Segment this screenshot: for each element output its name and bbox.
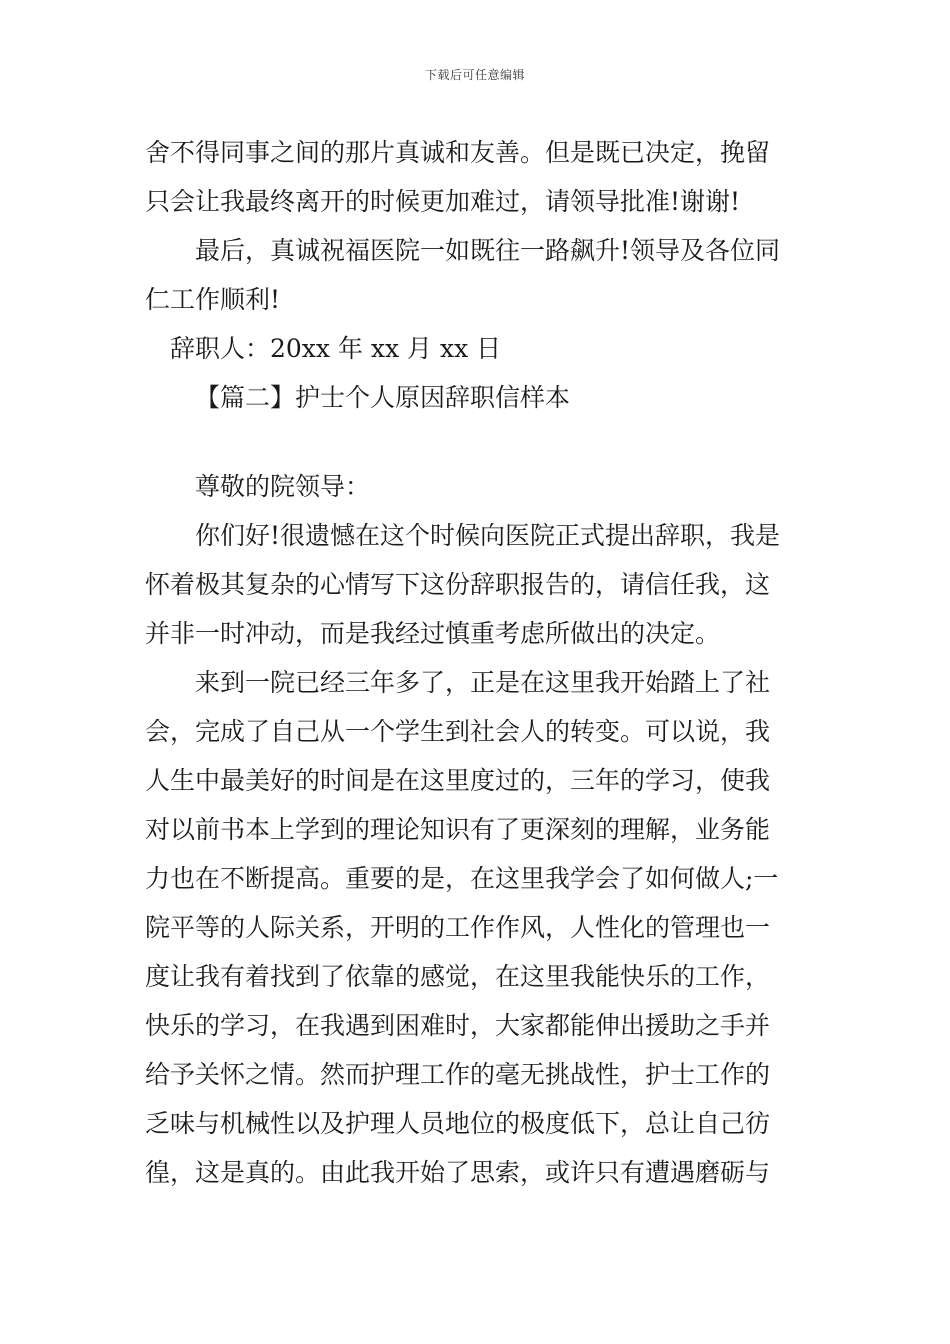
page-header-note: 下载后可任意编辑 (424, 68, 525, 82)
body-line: 力也在不断提高。重要的是，在这里我学会了如何做人;一 (145, 864, 779, 893)
body-line: 徨，这是真的。由此我开始了思索，或许只有遭遇磨砺与 (145, 1158, 771, 1187)
document-body (145, 128, 810, 1197)
salutation: 尊敬的院领导： (195, 472, 371, 501)
body-line: 你们好!很遗憾在这个时候向医院正式提出辞职，我是 (195, 521, 781, 550)
closing-paragraph-line: 最后，真诚祝福医院一如既往一路飙升!领导及各位同 (195, 236, 781, 265)
body-line: 舍不得同事之间的那片真诚和友善。但是既已决定，挽留 (145, 138, 771, 167)
closing-paragraph-line: 仁工作顺利! (145, 285, 281, 314)
body-line: 并非一时冲动，而是我经过慎重考虑所做出的决定。 (145, 619, 721, 648)
signature-line: 辞职人：20xx 年 xx 月 xx 日 (170, 334, 502, 363)
body-line: 院平等的人际关系，开明的工作作风，人性化的管理也一 (145, 913, 771, 942)
body-line: 乏味与机械性以及护理人员地位的极度低下，总让自己彷 (145, 1109, 771, 1138)
body-line: 度让我有着找到了依靠的感觉，在这里我能快乐的工作， (145, 962, 771, 991)
body-line: 只会让我最终离开的时候更加难过，请领导批准!谢谢! (145, 187, 741, 216)
section-heading: 【篇二】护士个人原因辞职信样本 (195, 383, 571, 412)
body-line: 来到一院已经三年多了，正是在这里我开始踏上了社 (195, 668, 771, 697)
body-line: 怀着极其复杂的心情写下这份辞职报告的，请信任我，这 (145, 570, 771, 599)
body-line: 快乐的学习，在我遇到困难时，大家都能伸出援助之手并 (145, 1011, 771, 1040)
body-line: 会，完成了自己从一个学生到社会人的转变。可以说，我 (145, 717, 771, 746)
body-line: 对以前书本上学到的理论知识有了更深刻的理解，业务能 (145, 815, 771, 844)
body-line: 人生中最美好的时间是在这里度过的，三年的学习，使我 (145, 766, 771, 795)
body-line: 给予关怀之情。然而护理工作的毫无挑战性，护士工作的 (145, 1060, 771, 1089)
